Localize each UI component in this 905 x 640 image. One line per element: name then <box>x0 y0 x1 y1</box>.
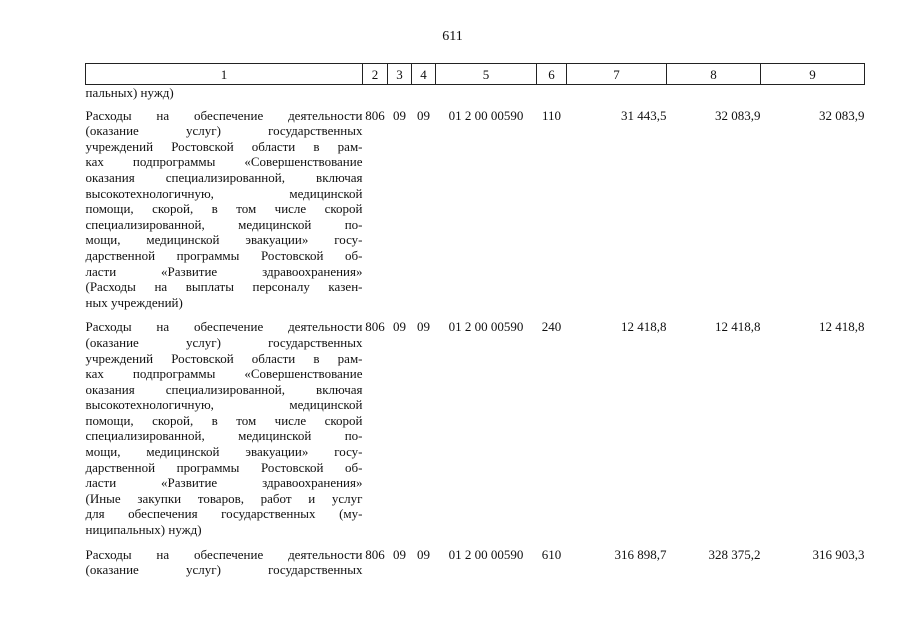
grbs-code: 806 <box>365 546 385 562</box>
table-row <box>86 310 865 537</box>
name-line: Расходы на обеспечение деятельности <box>85 546 363 562</box>
name-line: мощи, медицинской эвакуации» госу- <box>85 444 363 460</box>
name-line: оказания специализированной, включая <box>85 381 363 397</box>
budget-table <box>85 63 865 578</box>
name-line: учреждений Ростовской области в рам- <box>85 138 363 154</box>
name-line: Расходы на обеспечение деятельности <box>85 107 363 123</box>
name-line: дарственной программы Ростовской об- <box>85 459 363 475</box>
name-line: ласти «Развитие здравоохранения» <box>85 475 363 491</box>
expense-name <box>86 101 363 311</box>
name-line: учреждений Ростовской области в рам- <box>85 350 363 366</box>
amount-col8: 32 083,9 <box>715 107 761 123</box>
amount-col9: 316 903,3 <box>812 546 865 562</box>
name-line: (оказание услуг) государственных <box>85 562 363 578</box>
header-cell-3: 3 <box>388 64 412 85</box>
header-cell-5: 5 <box>436 64 537 85</box>
grbs-code: 806 <box>365 107 385 123</box>
table-body <box>86 85 865 578</box>
amount-col9: 32 083,9 <box>819 107 865 123</box>
expense-name <box>86 310 363 537</box>
name-line: ках подпрограммы «Совершенствование <box>85 154 363 170</box>
name-line: помощи, скорой, в том числе скорой <box>85 412 363 428</box>
header-cell-7: 7 <box>567 64 667 85</box>
name-line: (Расходы на выплаты персоналу казен- <box>85 279 363 295</box>
table-row <box>86 101 865 311</box>
name-line: Расходы на обеспечение деятельности <box>85 319 363 335</box>
name-line: ных учреждений) <box>85 294 183 310</box>
name-line: ласти «Развитие здравоохранения» <box>85 263 363 279</box>
page-number: 611 <box>442 29 463 44</box>
expense-type-code: 110 <box>541 107 562 123</box>
grbs-code: 806 <box>365 319 385 335</box>
name-line: (оказание услуг) государственных <box>85 334 363 350</box>
amount-col7: 316 898,7 <box>614 546 667 562</box>
name-line: (Иные закупки товаров, работ и услуг <box>85 490 363 506</box>
name-line: специализированной, медицинской по- <box>85 216 363 232</box>
header-cell-1: 1 <box>86 64 363 85</box>
name-line: оказания специализированной, включая <box>85 169 363 185</box>
subsection-code: 09 <box>417 107 430 123</box>
header-cell-4: 4 <box>412 64 436 85</box>
header-cell-2: 2 <box>363 64 388 85</box>
name-line: высокотехнологичную, медицинской <box>85 185 363 201</box>
continuation-row <box>86 85 865 101</box>
name-line: ниципальных) нужд) <box>85 522 202 538</box>
target-article-code: 01 2 00 00590 <box>448 319 524 335</box>
continuation-text <box>86 85 363 101</box>
header-row <box>86 64 865 85</box>
name-line: для обеспечения государственных (му- <box>85 506 363 522</box>
name-line: дарственной программы Ростовской об- <box>85 247 363 263</box>
name-line: высокотехнологичную, медицинской <box>85 397 363 413</box>
expense-type-code: 610 <box>541 546 562 562</box>
subsection-code: 09 <box>417 319 430 335</box>
section-code: 09 <box>393 107 406 123</box>
amount-col7: 12 418,8 <box>621 319 667 335</box>
section-code: 09 <box>393 546 406 562</box>
name-line: специализированной, медицинской по- <box>85 428 363 444</box>
table-header <box>86 64 865 85</box>
subsection-code: 09 <box>417 546 430 562</box>
name-line: (оказание услуг) государственных <box>85 123 363 139</box>
target-article-code: 01 2 00 00590 <box>448 546 524 562</box>
header-cell-8: 8 <box>667 64 761 85</box>
amount-col8: 328 375,2 <box>708 546 761 562</box>
name-line: помощи, скорой, в том числе скорой <box>85 201 363 217</box>
target-article-code: 01 2 00 00590 <box>448 107 524 123</box>
expense-type-code: 240 <box>541 319 562 335</box>
continuation-line: пальных) нужд) <box>85 85 174 100</box>
name-line: ках подпрограммы «Совершенствование <box>85 366 363 382</box>
header-cell-6: 6 <box>537 64 567 85</box>
expense-name <box>86 538 363 578</box>
amount-col8: 12 418,8 <box>715 319 761 335</box>
amount-col9: 12 418,8 <box>819 319 865 335</box>
section-code: 09 <box>393 319 406 335</box>
table-row <box>86 538 865 578</box>
amount-col7: 31 443,5 <box>621 107 667 123</box>
header-cell-9: 9 <box>761 64 865 85</box>
name-line: мощи, медицинской эвакуации» госу- <box>85 232 363 248</box>
